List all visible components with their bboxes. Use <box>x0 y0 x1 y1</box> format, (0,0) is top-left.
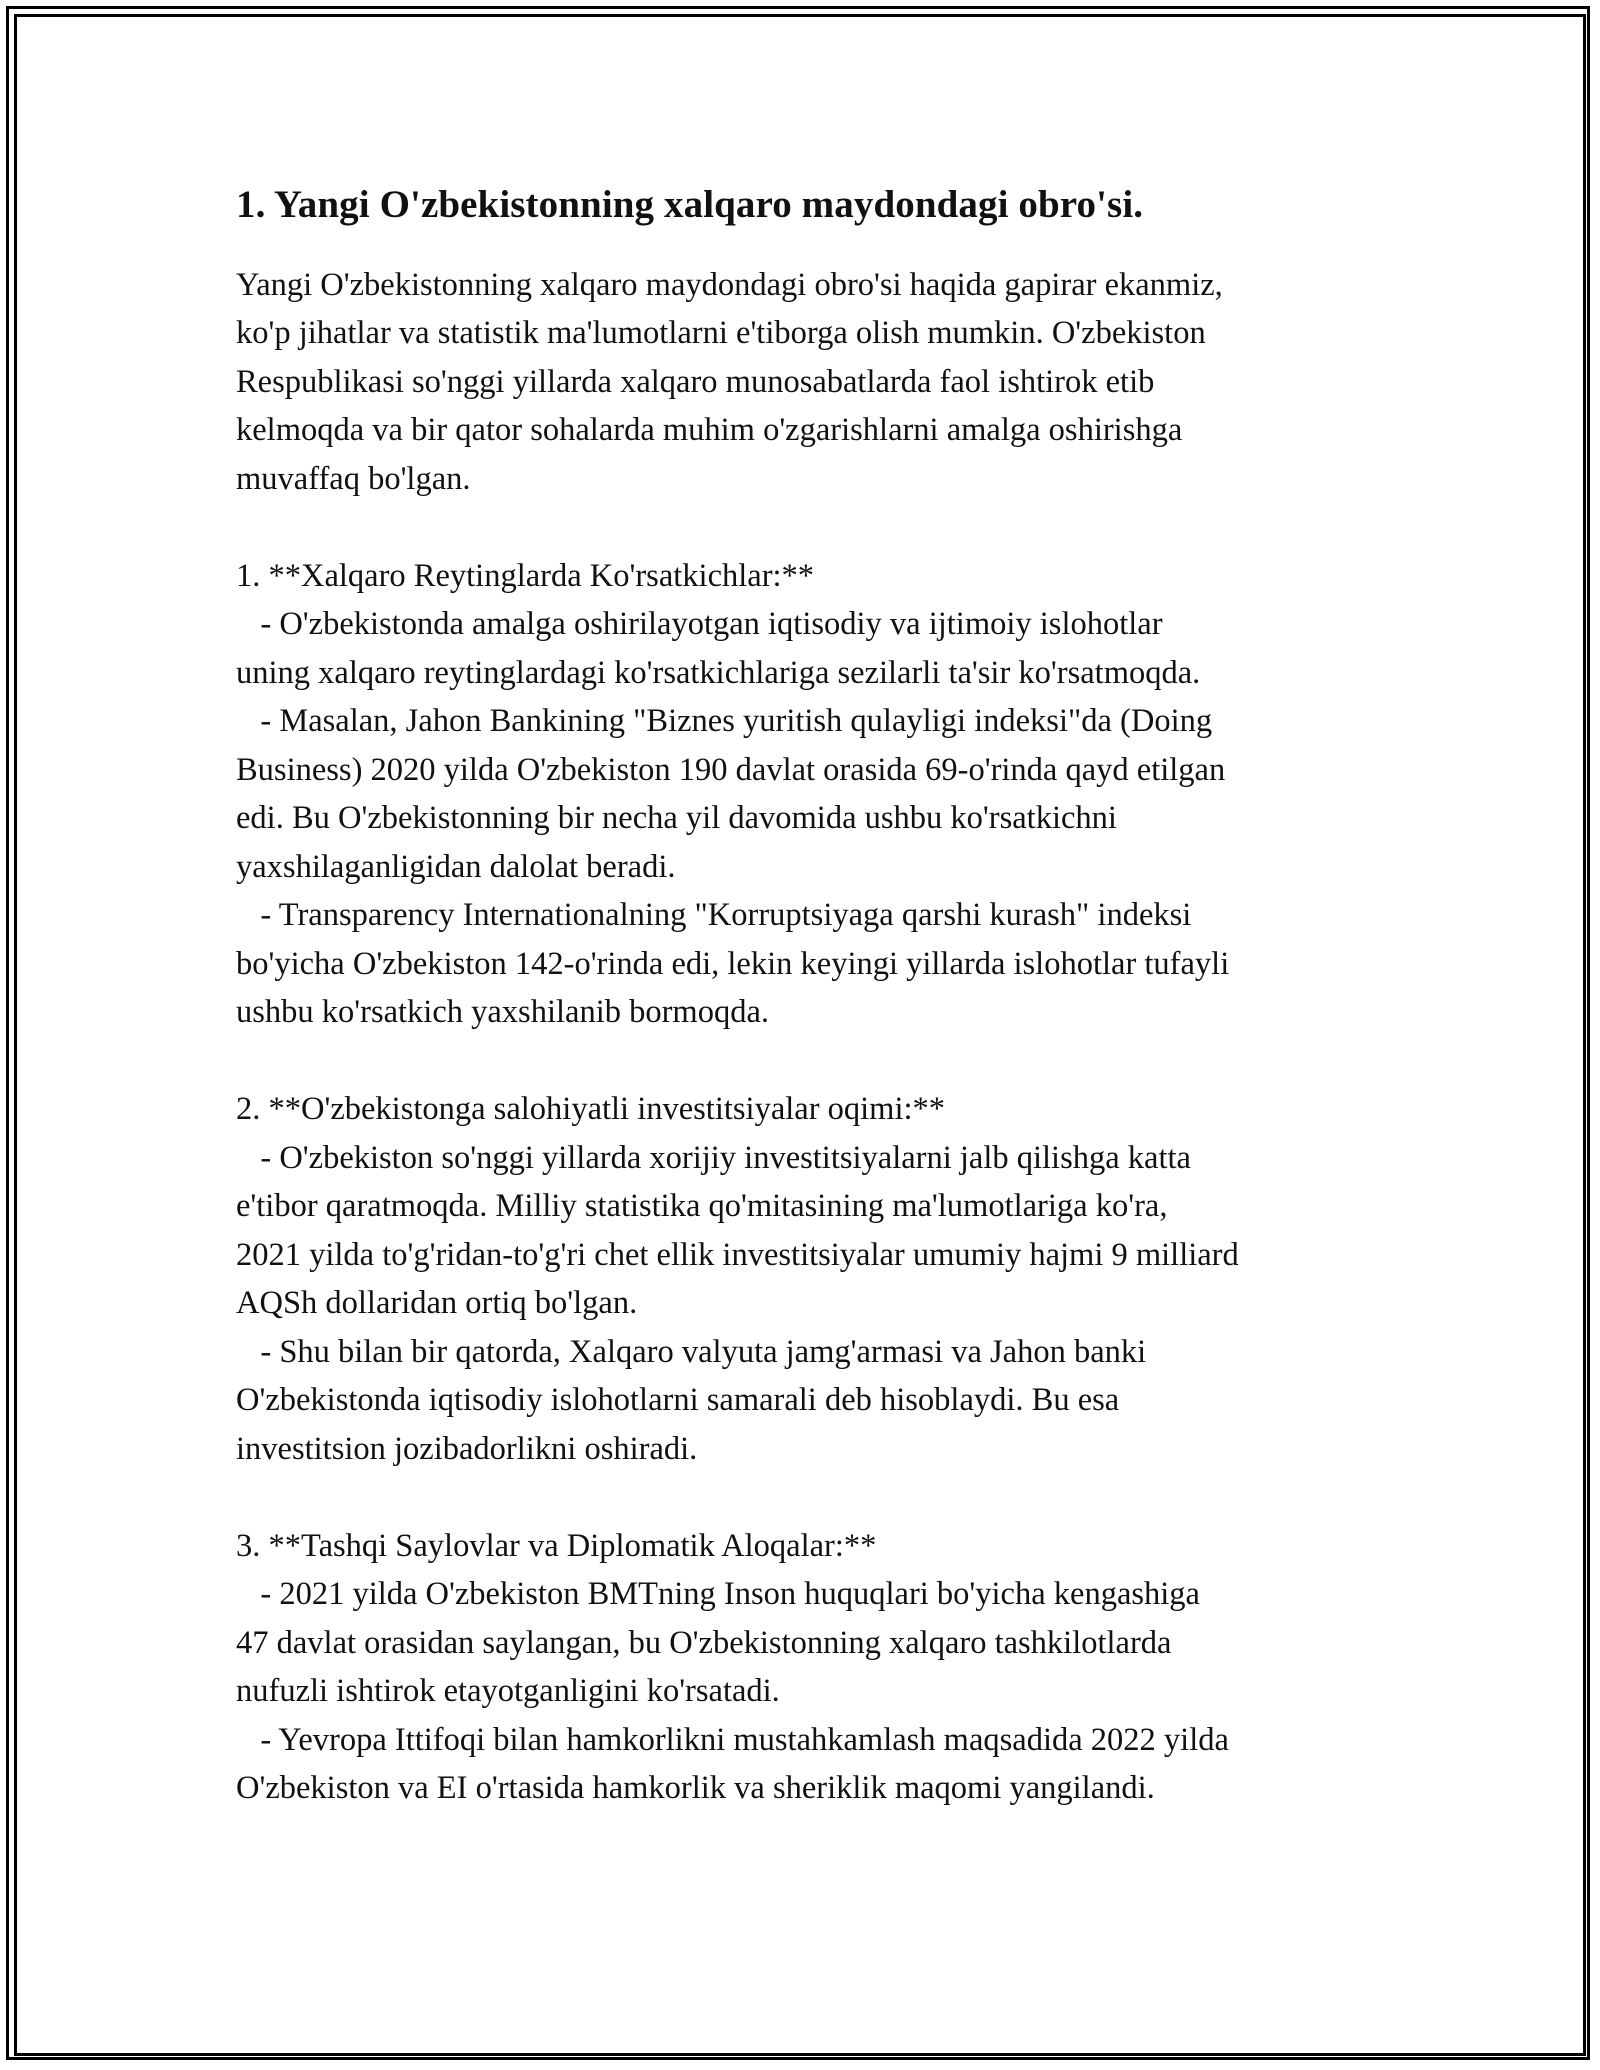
document-body: Yangi O'zbekistonning xalqaro maydondagi obro'si haqida gapirar ekanmiz, ko'p jihatlar va statistik ma'lumotlarni e'tiborga olish mumkin. O'zbekiston Respublikasi so'nggi yillarda xalqaro munosabatlarda faol ishtirok etib kelmoqda va bir qator sohalarda muhim o'zgarishlarni amalga oshirishga muvaffaq bo'lgan. 1. **Xalqaro Reytinglarda Ko'rsatkichlar:** - O'zbekistonda amalga oshirilayotgan iqtisodiy va ijtimoiy islohotlar uning xalqaro reytinglardagi ko'rsatkichlariga sezilarli ta'sir ko'rsatmoqda. - Masalan, Jahon Bankining "Biznes yuritish qulayligi indeksi"da (Doing Business) 2020 yilda O'zbekiston 190 davlat orasida 69-o'rinda qayd etilgan edi. Bu O'zbekistonning bir necha yil davomida ushbu ko'rsatkichni yaxshilaganligidan dalolat beradi. - Transparency Internationalning "Korruptsiyaga qarshi kurash" indeksi bo'yicha O'zbekiston 142-o'rinda edi, lekin keyingi yillarda islohotlar tufayli ushbu ko'rsatkich yaxshilanib bormoqda. 2. **O'zbekistonga salohiyatli investitsiyalar oqimi:** - O'zbekiston so'nggi yillarda xorijiy investitsiyalarni jalb qilishga katta e'tibor qaratmoqda. Milliy statistika qo'mitasining ma'lumotlariga ko'ra, 2021 yilda to'g'ridan-to'g'ri chet ellik investitsiyalar umumiy hajmi 9 milliard AQSh dollaridan ortiq bo'lgan. - Shu bilan bir qatorda, Xalqaro valyuta jamg'armasi va Jahon banki O'zbekistonda iqtisodiy islohotlarni samarali deb hisoblaydi. Bu esa investitsion jozibadorlikni oshiradi. 3. **Tashqi Saylovlar va Diplomatik Aloqalar:** - 2021 yilda O'zbekiston BMTning Inson huquqlari bo'yicha kengashiga 47 davlat orasidan saylangan, bu O'zbekistonning xalqaro tashkilotlarda nufuzli ishtirok etayotganligini ko'rsatadi. - Yevropa Ittifoqi bilan hamkorlikni mustahkamlash maqsadida 2022 yilda O'zbekiston va EI o'rtasida hamkorlik va sheriklik maqomi yangilandi. <box>236 266 1239 1807</box>
document-content <box>236 180 1396 1813</box>
document-title: 1. Yangi O'zbekistonning xalqaro maydondagi obro'si. <box>236 183 1144 226</box>
